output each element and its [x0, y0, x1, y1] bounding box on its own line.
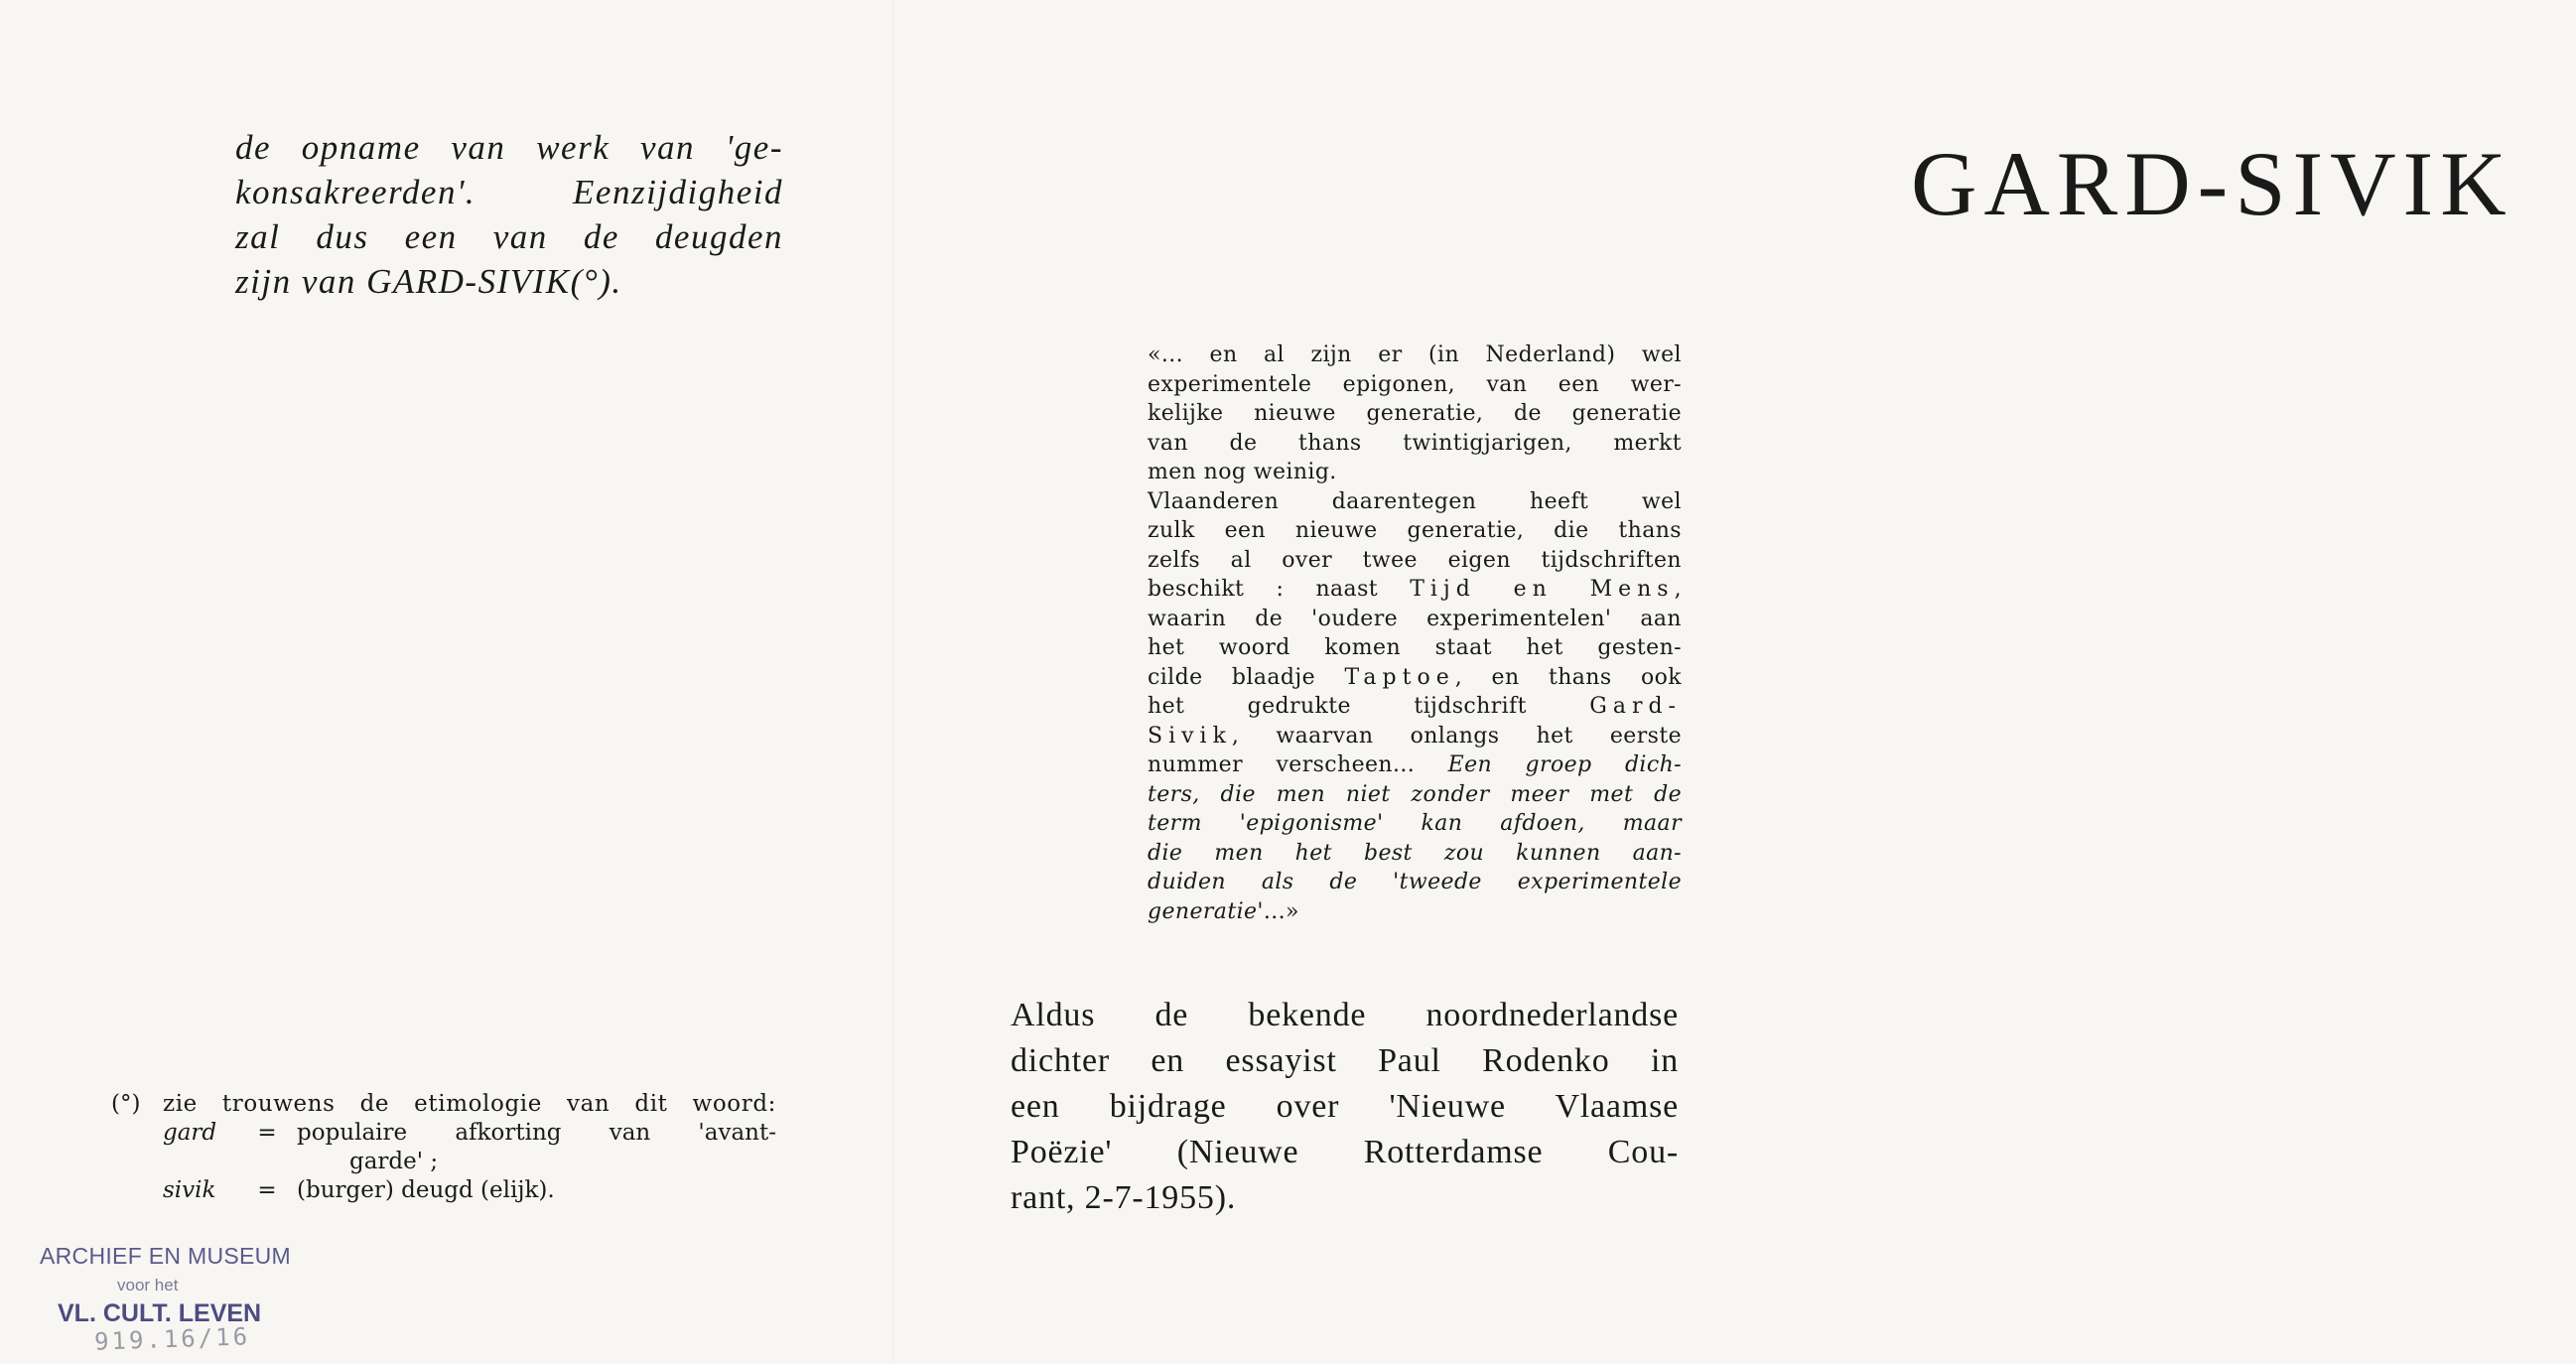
quote-line: term 'epigonisme' kan afdoen, maar: [1148, 811, 1682, 836]
definition-term: gard: [163, 1120, 217, 1146]
closing-line: dichter en essayist Paul Rodenko in: [1011, 1042, 1679, 1079]
quote-text: , waarvan onlangs het eerste: [1231, 723, 1682, 749]
handwritten-reference: 919.16/16: [93, 1322, 251, 1356]
quote-line: [1148, 663, 1682, 693]
stamp-line: voor het: [117, 1276, 179, 1295]
quote-spaced-title: Tijd en Mens: [1410, 577, 1675, 602]
closing-paragraph: [1011, 993, 1679, 1221]
quote-italic: Een groep dich-: [1447, 752, 1682, 777]
footnote-definition-gard: [163, 1119, 776, 1148]
quote-line: waarin de 'oudere experimentelen' aan: [1148, 606, 1682, 631]
page-title: GARD-SIVIK: [1911, 133, 2513, 234]
quote-line: [1148, 692, 1682, 722]
intro-line: de opname van werk van 'ge-: [235, 128, 783, 167]
quote-italic: generatie': [1148, 898, 1264, 924]
quote-text: cilde blaadje: [1148, 664, 1345, 690]
left-page: [0, 0, 893, 1364]
footnote-intro: zie trouwens de etimologie van dit woord:: [163, 1091, 776, 1117]
quote-spaced-title: Taptoe: [1344, 664, 1455, 690]
quote-line: duiden als de 'tweede experimentele: [1148, 870, 1682, 894]
equals-sign: =: [257, 1177, 277, 1203]
closing-line: Aldus de bekende noordnederlandse: [1011, 997, 1679, 1033]
quote-line: [1148, 897, 1682, 927]
quote-line: van de thans twintigjarigen, merkt: [1148, 430, 1682, 456]
intro-paragraph: [235, 125, 783, 304]
quote-spaced-title: Sivik: [1148, 723, 1232, 749]
footnote-marker: (°): [111, 1091, 141, 1117]
quote-text: , en thans ook: [1454, 664, 1682, 690]
quote-text: nummer verscheen...: [1148, 752, 1448, 777]
quote-line: ters, die men niet zonder meer met de: [1148, 781, 1682, 807]
quote-line: «... en al zijn er (in Nederland) wel: [1148, 342, 1682, 367]
quote-text: beschikt : naast: [1148, 577, 1411, 602]
quote-line: [1148, 750, 1682, 780]
quote-line: [1148, 575, 1682, 605]
closing-line: een bijdrage over 'Nieuwe Vlaamse: [1011, 1088, 1679, 1125]
intro-line: zijn van GARD-SIVIK(°).: [235, 262, 622, 301]
quote-line: zulk een nieuwe generatie, die thans: [1148, 518, 1682, 543]
quote-line: die men het best zou kunnen aan-: [1148, 840, 1682, 866]
quote-line: zelfs al over twee eigen tijdschriften: [1148, 547, 1682, 573]
closing-line: Poëzie' (Nieuwe Rotterdamse Cou-: [1011, 1134, 1679, 1170]
quote-text: ,: [1674, 577, 1682, 602]
intro-line: zal dus een van de deugden: [235, 217, 783, 256]
stamp-line: ARCHIEF EN MUSEUM: [40, 1243, 292, 1269]
archive-stamp: [40, 1243, 338, 1328]
footnote-definition-sivik: [163, 1176, 776, 1205]
definition-text-continued: garde' ;: [349, 1149, 439, 1174]
quote-text: het gedrukte tijdschrift: [1148, 694, 1590, 719]
quote-line: men nog weinig.: [1148, 460, 1337, 484]
definition-term: sivik: [163, 1177, 216, 1203]
quote-spaced-title: Gard-: [1589, 694, 1682, 719]
stamp-line: VL. CULT. LEVEN: [58, 1299, 262, 1327]
quote-line: het woord komen staat het gesten-: [1148, 635, 1682, 660]
quote-line: [1148, 722, 1682, 751]
equals-sign: =: [257, 1120, 277, 1146]
quote-line: Vlaanderen daarentegen heeft wel: [1148, 488, 1682, 514]
intro-line: konsakreerden'. Eenzijdigheid: [235, 173, 783, 211]
quote-line: kelijke nieuwe generatie, de generatie: [1148, 401, 1682, 426]
closing-line: rant, 2-7-1955).: [1011, 1179, 1237, 1216]
footnote: [111, 1090, 776, 1205]
quote-block: [1148, 341, 1682, 926]
quote-line: experimentele epigonen, van een wer-: [1148, 371, 1682, 397]
definition-text: populaire afkorting van 'avant-: [297, 1120, 776, 1146]
definition-text: (burger) deugd (elijk).: [297, 1177, 555, 1203]
quote-text: ...»: [1263, 898, 1299, 924]
